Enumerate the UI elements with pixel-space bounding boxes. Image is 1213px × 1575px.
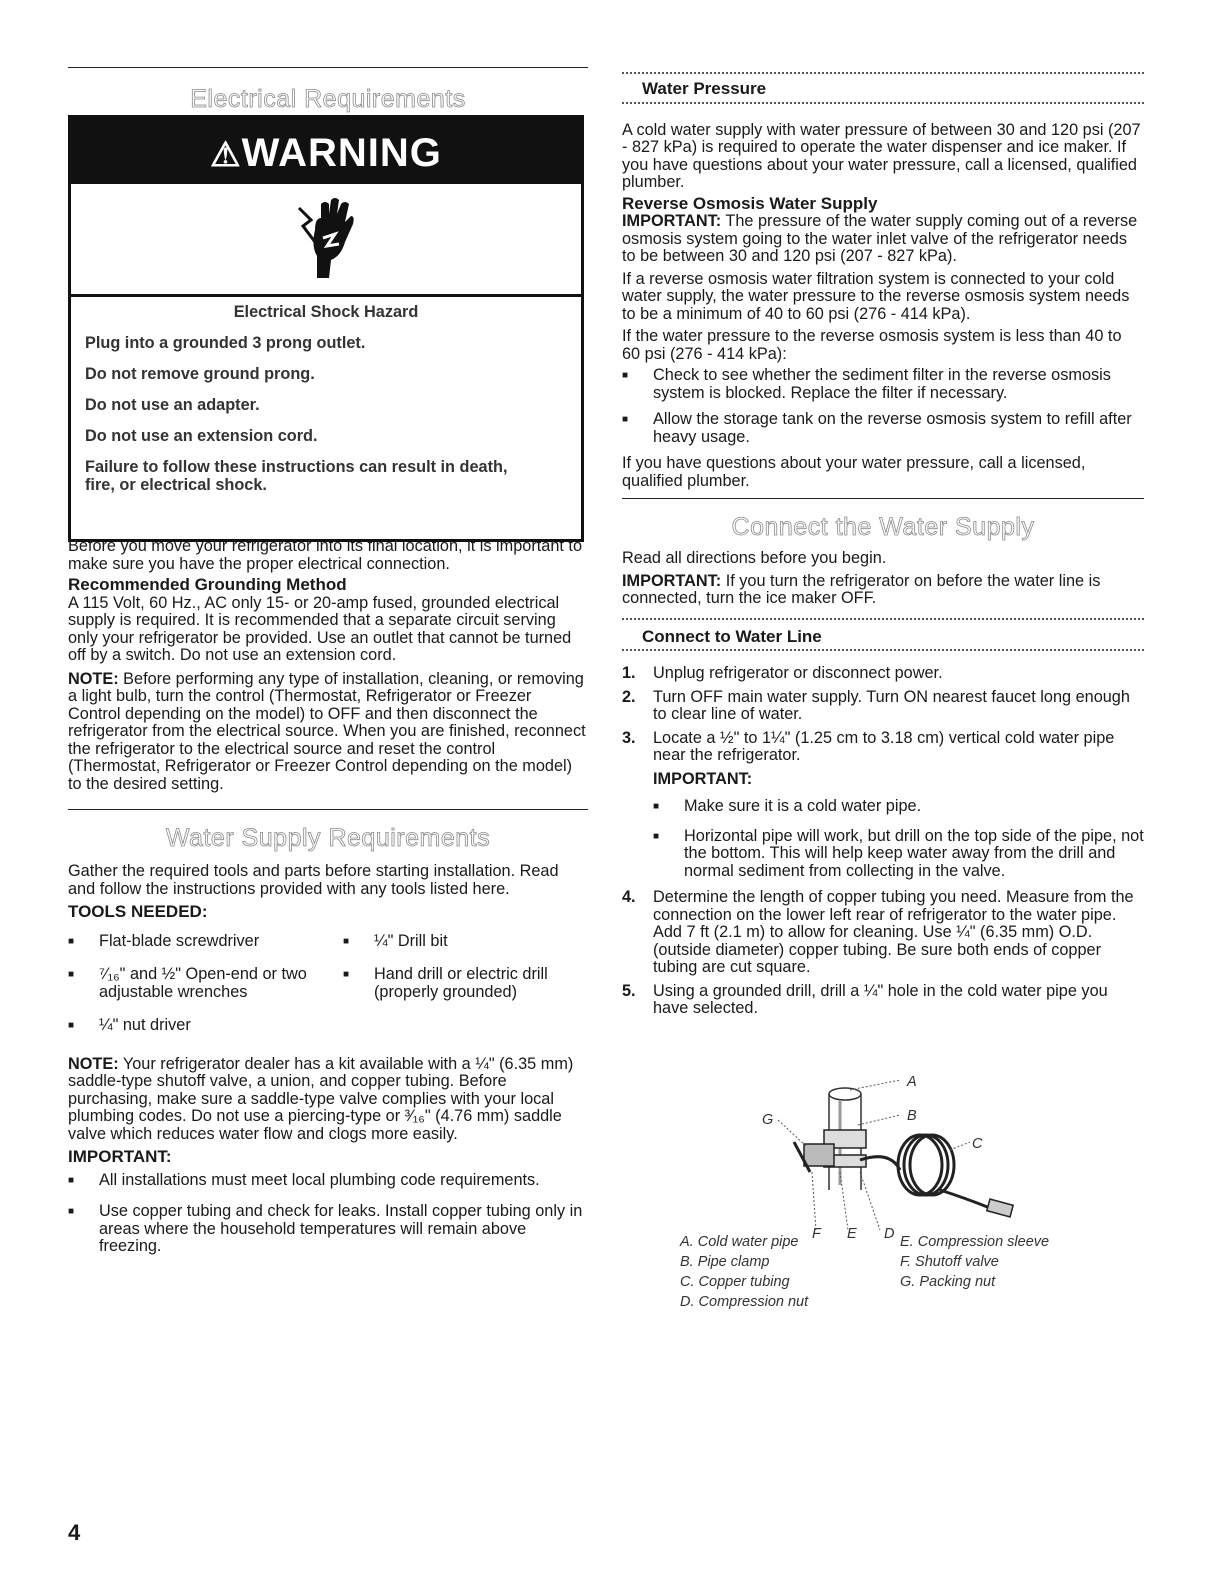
figure-caption: D. Compression nut — [680, 1294, 809, 1310]
steps-list — [622, 665, 1144, 1018]
section-title-electrical: Electrical Requirements — [190, 85, 466, 113]
dotted-rule — [622, 649, 1144, 651]
grounding-heading: Recommended Grounding Method — [68, 575, 347, 594]
page-number: 4 — [68, 1520, 81, 1545]
dotted-rule — [622, 72, 1144, 74]
important-bullet: ■ All installations must meet local plumbing code requirements. — [68, 1172, 588, 1190]
figure-letter-f: F — [812, 1226, 821, 1242]
read-all-paragraph: Read all directions before you begin. — [622, 549, 887, 567]
shock-hazard-icon — [71, 184, 581, 297]
figure-captions-col1 — [680, 1232, 890, 1312]
figure-letter-e: E — [847, 1226, 857, 1242]
tool-item: ■ ¼" nut driver — [68, 1017, 343, 1035]
warning-line: Do not use an extension cord. — [85, 427, 318, 445]
figure-letter-d: D — [884, 1226, 895, 1242]
step-item: 4. Determine the length of copper tubing you need. Measure from the connection on the lower left rear of refrigerator to the water pipe. Add 7 ft (2.1 m) to allow for cleaning. Use ¼" (6.35 mm) O.D. (outside diameter) copper tubing. Be sure both ends of copper tubing are cut square. — [622, 888, 1134, 976]
figure-letter-a: A — [907, 1074, 917, 1090]
connect-heading: Connect to Water Line — [642, 626, 822, 646]
hazard-title: Electrical Shock Hazard — [233, 303, 419, 321]
tool-item: ■ ⁷⁄₁₆" and ½" Open-end or two adjustable wrenches — [68, 966, 343, 1001]
warning-text — [71, 297, 581, 494]
important-bullet: ■ Use copper tubing and check for leaks. Install copper tubing only in areas where the household temperatures will remain above freezing. — [68, 1203, 588, 1256]
valve-diagram-drawing — [750, 1080, 1040, 1240]
ro-important: IMPORTANT: The pressure of the water supply coming out of a reverse osmosis system going to the water inlet valve of the refrigerator needs to be between 30 and 120 psi (207 - 827 kPa). — [622, 212, 1138, 265]
right-column — [622, 72, 1144, 1024]
left-body — [68, 538, 588, 1265]
ro-bullet: ■ Allow the storage tank on the reverse osmosis system to refill after heavy usage. — [622, 411, 1144, 446]
figure-caption: F. Shutoff valve — [900, 1254, 999, 1270]
note-paragraph: NOTE: Before performing any type of installation, cleaning, or removing a light bulb, turn the control (Thermostat, Refrigerator or Freezer Control depending on the model) to OFF and then disconnect the refrigerator from the electrical source. When you are finished, reconnect the refrigerator to the electrical source and reset the control (Thermostat, Refrigerator or Freezer Control depending on the model) to the desired setting. — [68, 669, 586, 793]
warning-line: Do not remove ground prong. — [85, 365, 315, 383]
figure-letter-c: C — [972, 1136, 983, 1152]
ro-paragraph-3: If the water pressure to the reverse osmosis system is less than 40 to 60 psi (276 - 414 kPa): — [622, 327, 1122, 363]
warning-triangle-icon: ⚠ — [210, 136, 242, 174]
water-pressure-heading: Water Pressure — [642, 79, 767, 98]
ro-paragraph-2: If a reverse osmosis water filtration system is connected to your cold water supply, the water pressure to the reverse osmosis system needs to be a minimum of 40 to 60 psi (276 - 414 kPa). — [622, 269, 1130, 323]
warning-box — [68, 115, 584, 542]
step-item: 5. Using a grounded drill, drill a ¼" hole in the cold water pipe you have selected. — [622, 981, 1108, 1017]
gather-paragraph: Gather the required tools and parts before starting installation. Read and follow the instructions provided with any tools listed here. — [68, 862, 559, 898]
intro-paragraph: Before you move your refrigerator into its final location, it is important to make sure you have the proper electrical connection. — [68, 537, 582, 573]
figure-caption: G. Packing nut — [900, 1274, 996, 1290]
tool-item: ■ Flat-blade screwdriver — [68, 933, 343, 951]
tool-item: ■ ¼" Drill bit — [343, 933, 588, 951]
water-pressure-paragraph: A cold water supply with water pressure of between 30 and 120 psi (207 - 827 kPa) is required to operate the water dispenser and ice maker. If you have questions about your water pressure, call a licensed, qualified plumber. — [622, 120, 1141, 191]
figure-letter-g: G — [762, 1112, 774, 1128]
important-heading: IMPORTANT: — [68, 1147, 172, 1166]
figure-caption: E. Compression sleeve — [900, 1234, 1050, 1250]
connect-important: IMPORTANT: If you turn the refrigerator on before the water line is connected, turn the ice maker OFF. — [622, 571, 1101, 607]
ro-bullet: ■ Check to see whether the sediment filter in the reverse osmosis system is blocked. Replace the filter if necessary. — [622, 367, 1144, 402]
top-rule-left — [68, 67, 588, 68]
ro-heading: Reverse Osmosis Water Supply — [622, 193, 878, 213]
section-title-water-supply: Water Supply Requirements — [165, 824, 491, 852]
rule-water-supply — [68, 809, 588, 810]
figure-caption: C. Copper tubing — [680, 1274, 790, 1290]
figure-captions-col2 — [900, 1232, 1100, 1292]
step3-bullet: ■ Horizontal pipe will work, but drill on the top side of the pipe, not the bottom. This will help keep water away from the drill and normal sediment from collecting in the valve. — [653, 828, 1144, 881]
step-item: 2. Turn OFF main water supply. Turn ON nearest faucet long enough to clear line of water. — [622, 687, 1130, 723]
note2-paragraph: NOTE: Your refrigerator dealer has a kit available with a ¼" (6.35 mm) saddle-type shutoff valve, a union, and copper tubing. Before purchasing, make sure a saddle-type valve complies with your local plumbing codes. Do not use a piercing-type or ³⁄₁₆" (4.76 mm) saddle valve which reduces water flow and clogs more easily. — [68, 1054, 574, 1143]
grounding-paragraph: A 115 Volt, 60 Hz., AC only 15- or 20-amp fused, grounded electrical supply is required. It is recommended that a separate circuit serving only your refrigerator be provided. Use an outlet that cannot be turned off by a switch. Do not use an extension cord. — [68, 593, 572, 664]
step-item: 3. Locate a ½" to 1¼" (1.25 cm to 3.18 cm) vertical cold water pipe near the refrigerator. — [622, 728, 1115, 764]
figure-letter-b: B — [907, 1108, 917, 1124]
step3-bullet: ■ Make sure it is a cold water pipe. — [653, 798, 1144, 816]
figure-caption: B. Pipe clamp — [680, 1254, 770, 1270]
warning-label: WARNING — [241, 131, 442, 175]
warning-header — [71, 118, 581, 184]
tools-heading: TOOLS NEEDED: — [68, 902, 208, 921]
warning-line: Plug into a grounded 3 prong outlet. — [85, 334, 366, 352]
step-item: 1. Unplug refrigerator or disconnect power. — [622, 664, 943, 682]
section-title-connect: Connect the Water Supply — [731, 513, 1035, 541]
warning-line: Do not use an adapter. — [85, 396, 260, 414]
ro-paragraph-4: If you have questions about your water pressure, call a licensed, qualified plumber. — [622, 454, 1086, 490]
dotted-rule — [622, 618, 1144, 620]
dotted-rule — [622, 102, 1144, 104]
figure-caption: A. Cold water pipe — [680, 1234, 799, 1250]
rule-connect — [622, 498, 1144, 499]
valve-diagram — [750, 1074, 1040, 1242]
warning-line: Failure to follow these instructions can result in death, fire, or electrical shock. — [85, 458, 508, 494]
tool-item: ■ Hand drill or electric drill (properly grounded) — [343, 966, 588, 1001]
step3-important: IMPORTANT: — [653, 769, 753, 788]
tools-list — [68, 933, 588, 1044]
